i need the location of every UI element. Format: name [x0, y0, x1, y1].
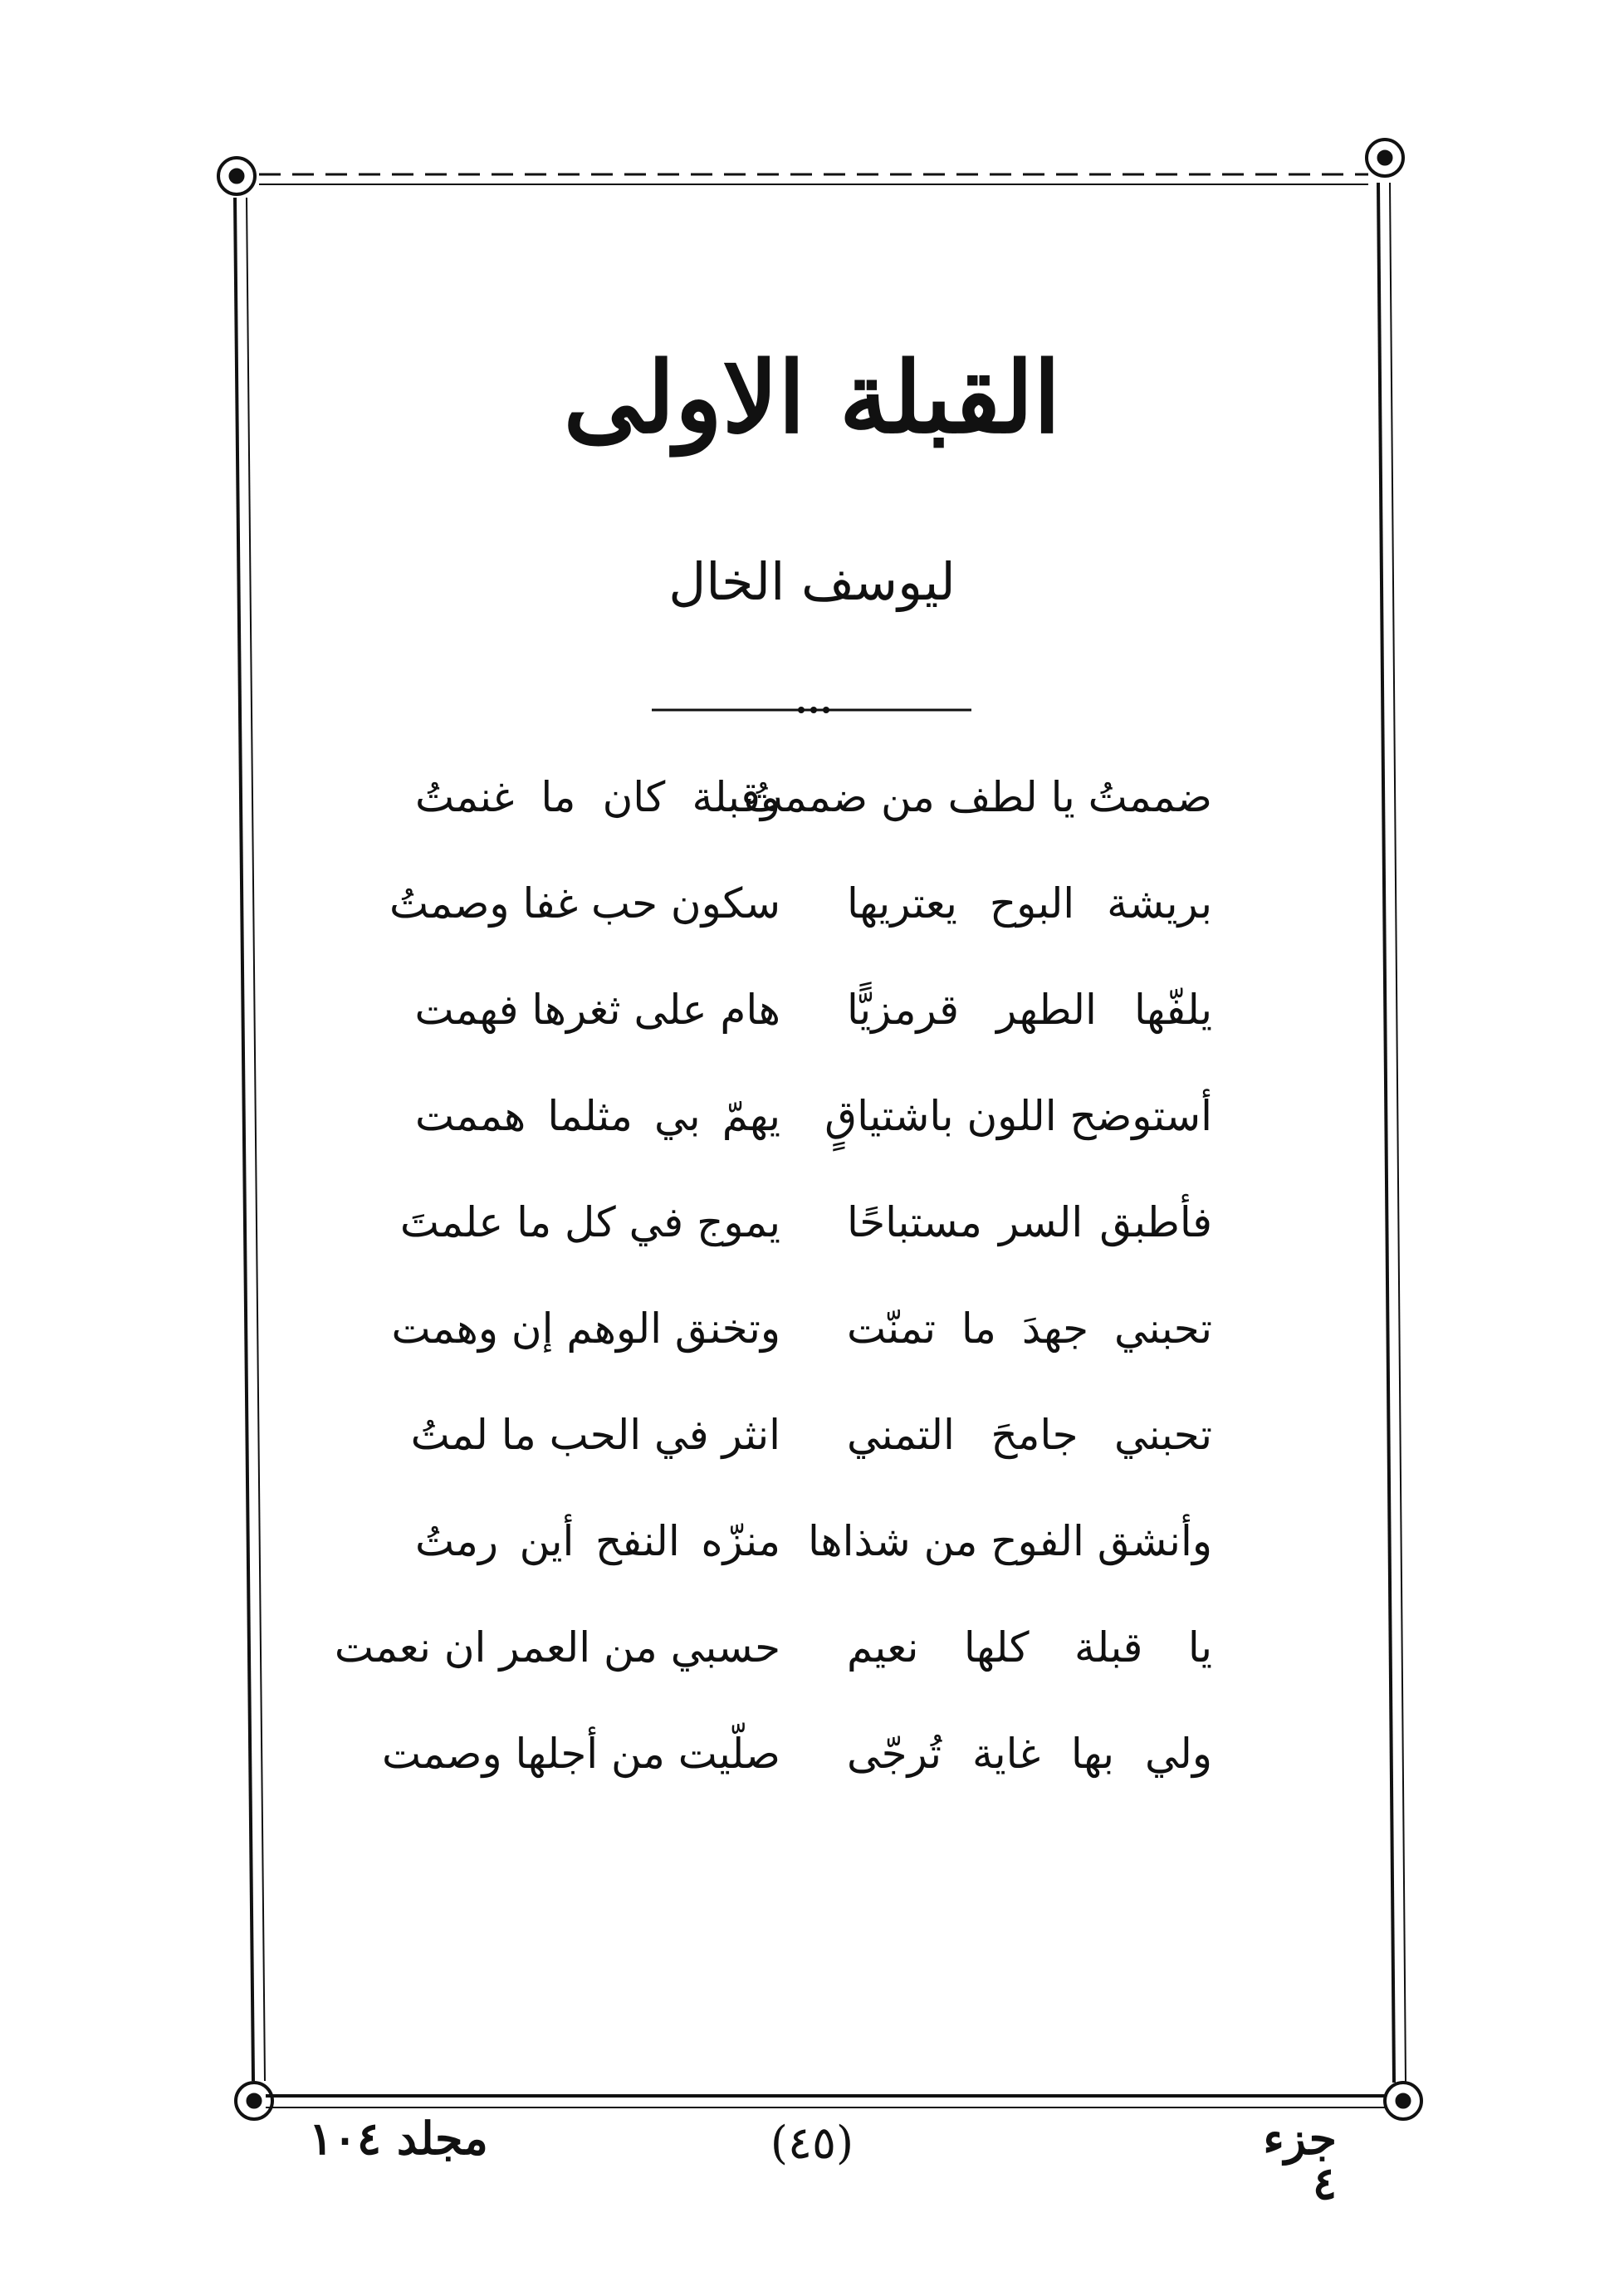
verse	[415, 751, 1212, 843]
verse-second-hemistich: وقبلة كان ما غنمتُ	[415, 773, 780, 821]
verse-first-hemistich: ولي بها غاية تُرجّى	[847, 1730, 1212, 1778]
verse-first-hemistich: تحبني جهدَ ما تمنّت	[847, 1305, 1212, 1353]
verse	[399, 1177, 1212, 1268]
page-number: (٤٥)	[770, 2117, 854, 2169]
verse-first-hemistich: وأنشق الفوح من شذاها	[808, 1517, 1212, 1565]
verse-second-hemistich: وتخنق الوهم إن وهمت	[391, 1305, 780, 1353]
verse-first-hemistich: تحبني جامحَ التمني	[847, 1411, 1212, 1459]
verse-first-hemistich: ضممتُ يا لطف من ضممتُ	[743, 773, 1212, 821]
author-byline: ليوسف الخال	[668, 551, 956, 612]
verse-second-hemistich: يهمّ بي مثلما هممت	[415, 1092, 780, 1140]
issue-label: جزء ٤	[1263, 2112, 1337, 2210]
verse-first-hemistich: يلفّها الطهر قرمزيًّا	[847, 986, 1212, 1034]
verse	[415, 1070, 1212, 1162]
verse	[415, 964, 1212, 1055]
verse	[391, 1283, 1212, 1374]
verse-first-hemistich: أستوضح اللون باشتياقٍ	[824, 1092, 1212, 1140]
verse	[389, 858, 1212, 949]
verse-second-hemistich: هام على ثغرها فهمت	[414, 986, 780, 1034]
verse-first-hemistich: يا قبلة كلها نعيم	[847, 1623, 1212, 1672]
page-title: القبلة الاولى	[563, 340, 1061, 455]
verse-second-hemistich: سكون حب غفا وصمتُ	[389, 879, 780, 928]
verse-second-hemistich: حسبي من العمر ان نعمت	[334, 1623, 780, 1672]
verse-first-hemistich: بريشة البوح يعتريها	[847, 879, 1212, 928]
verse-first-hemistich: فأطبق السر مستباحًا	[847, 1198, 1212, 1246]
verse	[382, 1708, 1212, 1799]
title-divider	[652, 704, 971, 716]
volume-label: مجلد ١٠٤	[309, 2112, 488, 2165]
verse-second-hemistich: انثر في الحب ما لمتُ	[410, 1411, 780, 1459]
verse	[334, 1602, 1212, 1693]
verse	[410, 1389, 1212, 1481]
verse-second-hemistich: منزّه النفح أين رمتُ	[415, 1517, 780, 1565]
verse-second-hemistich: صلّيت من أجلها وصمت	[382, 1730, 780, 1778]
verse	[415, 1496, 1212, 1587]
verse-second-hemistich: يموج في كل ما علمتَ	[399, 1198, 780, 1246]
